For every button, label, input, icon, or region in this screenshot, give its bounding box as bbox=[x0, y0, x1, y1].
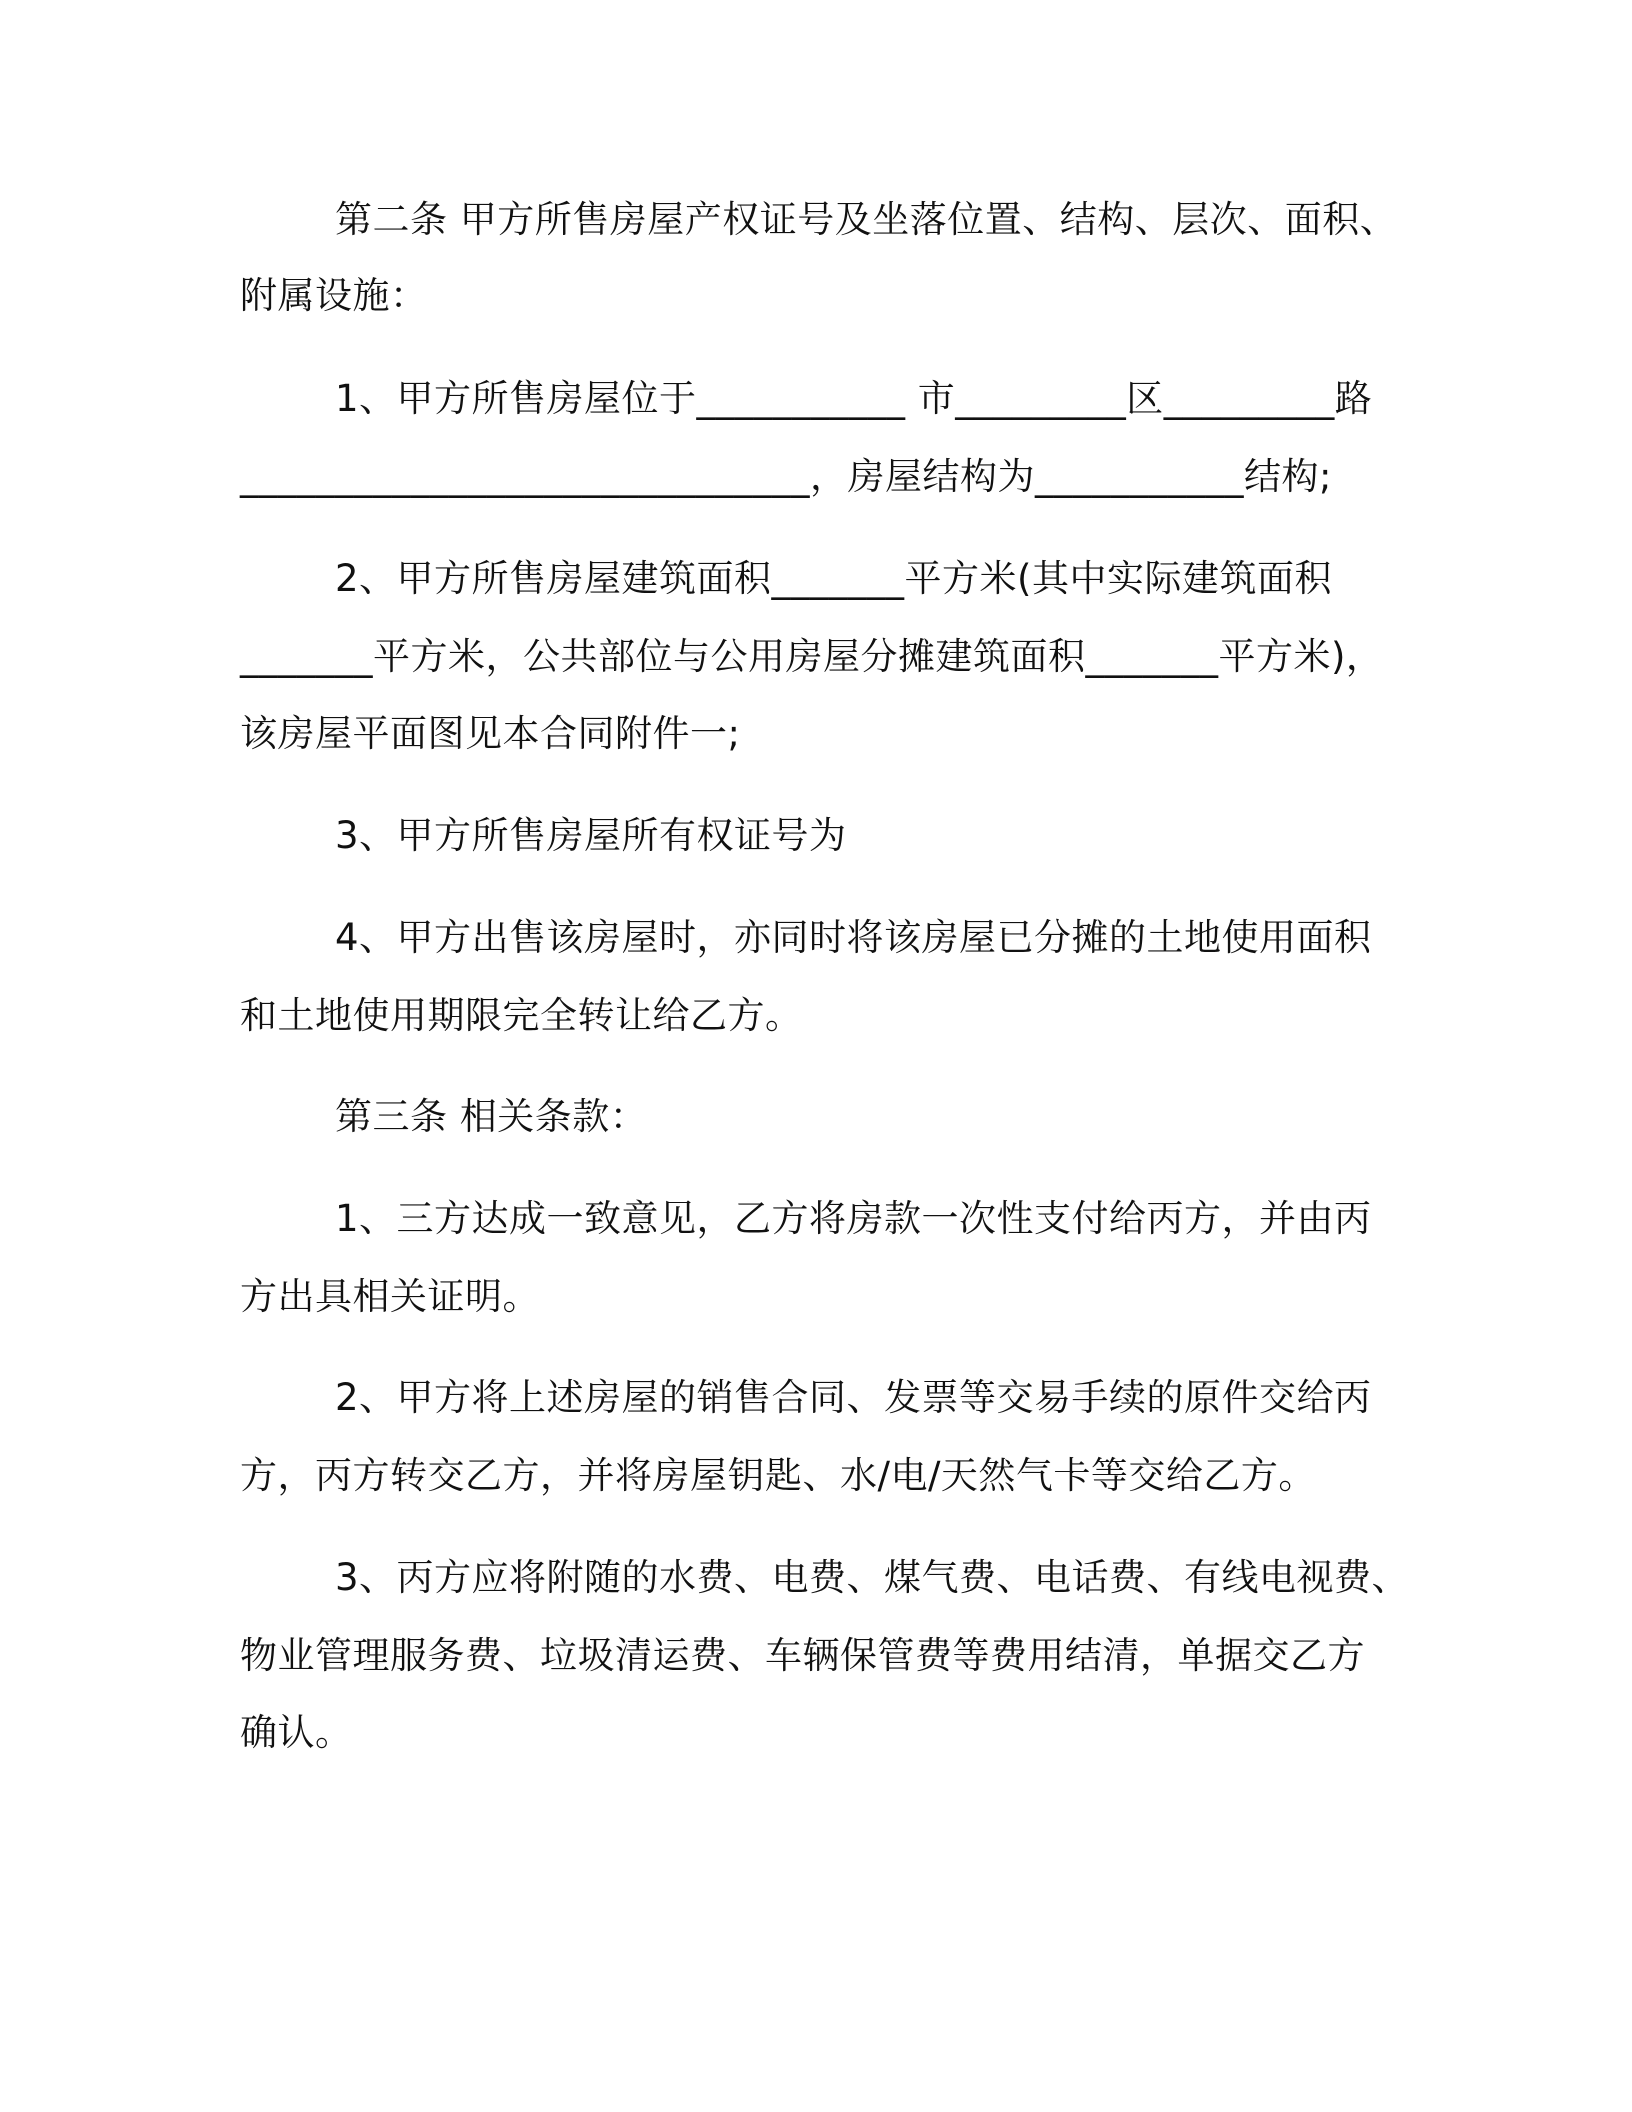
clause-3-2-line-2: 方，丙方转交乙方，并将房屋钥匙、水/电/天然气卡等交给乙方。 bbox=[240, 1454, 1316, 1497]
clause-3-3-line-2: 物业管理服务费、垃圾清运费、车辆保管费等费用结清，单据交乙方 bbox=[240, 1634, 1365, 1677]
article-2-heading-continued: 附属设施： bbox=[240, 274, 428, 317]
clause-3-2-line-1: 2、甲方将上述房屋的销售合同、发票等交易手续的原件交给丙 bbox=[335, 1376, 1372, 1419]
clause-3-1-line-1: 1、三方达成一致意见，乙方将房款一次性支付给丙方，并由丙 bbox=[335, 1197, 1372, 1240]
clause-2-2-line-2: _______平方米，公共部位与公用房屋分摊建筑面积_______平方米)， bbox=[240, 635, 1384, 678]
article-2-heading: 第二条 甲方所售房屋产权证号及坐落位置、结构、层次、面积、 bbox=[335, 198, 1398, 241]
clause-2-1-line-1: 1、甲方所售房屋位于___________ 市_________区_________路 bbox=[335, 377, 1373, 420]
clause-3-3-line-1: 3、丙方应将附随的水费、电费、煤气费、电话费、有线电视费、 bbox=[335, 1556, 1410, 1599]
clause-2-2-line-1: 2、甲方所售房屋建筑面积_______平方米(其中实际建筑面积 bbox=[335, 557, 1332, 600]
clause-3-1-line-2: 方出具相关证明。 bbox=[240, 1275, 540, 1318]
clause-3-3-line-3: 确认。 bbox=[240, 1711, 353, 1754]
clause-2-2-line-3: 该房屋平面图见本合同附件一; bbox=[240, 712, 741, 755]
clause-2-1-line-2: ______________________________，房屋结构为___________结构; bbox=[240, 455, 1332, 498]
clause-2-4-line-2: 和土地使用期限完全转让给乙方。 bbox=[240, 994, 803, 1037]
clause-2-3: 3、甲方所售房屋所有权证号为 bbox=[335, 814, 847, 857]
clause-2-4-line-1: 4、甲方出售该房屋时，亦同时将该房屋已分摊的土地使用面积 bbox=[335, 916, 1372, 959]
article-3-heading: 第三条 相关条款： bbox=[335, 1095, 648, 1138]
